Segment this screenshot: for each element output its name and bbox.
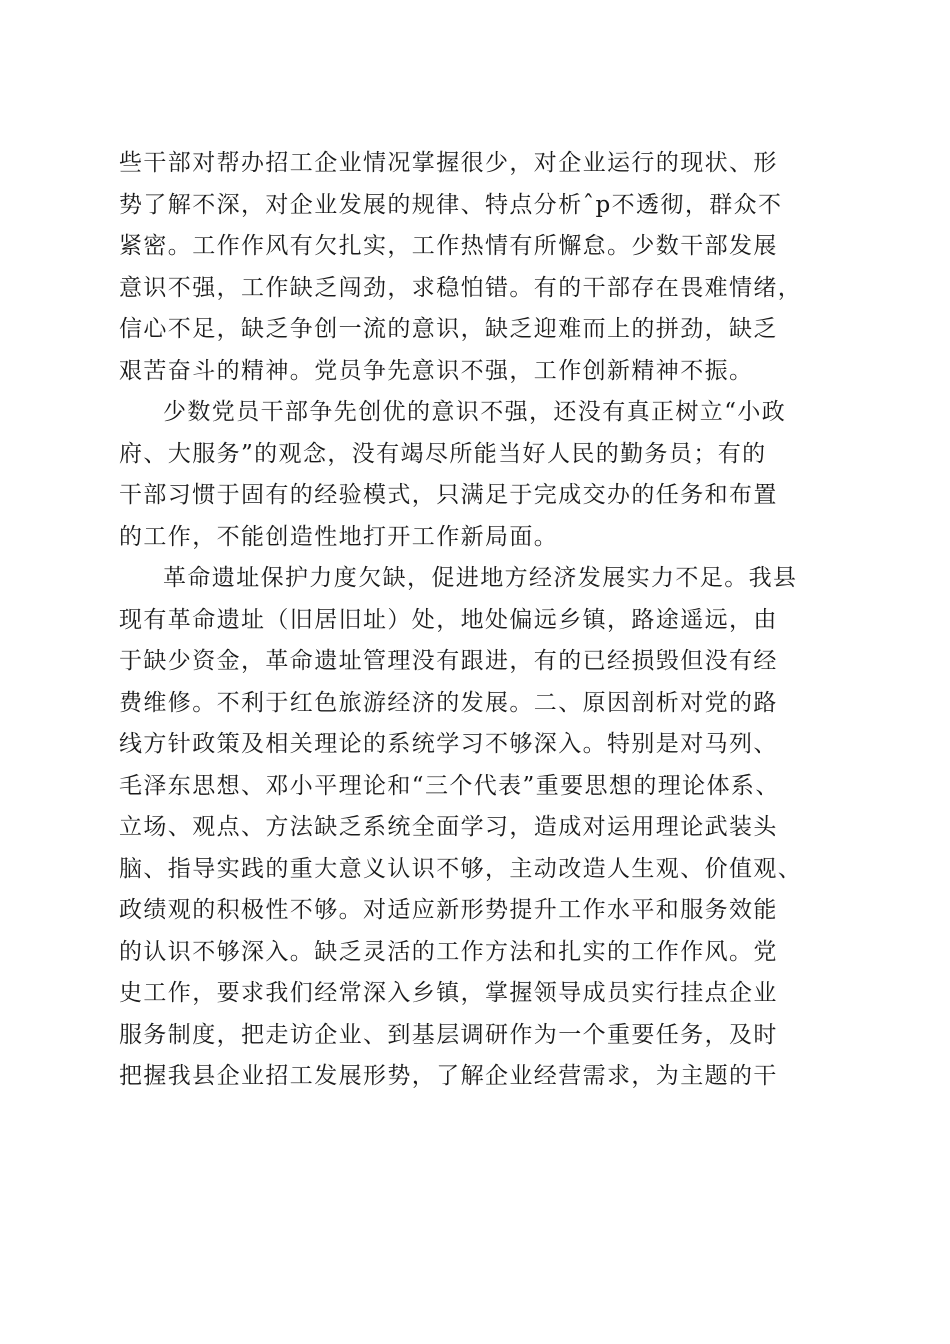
text-line: 费维修。不利于红色旅游经济的发展。二、原因剖析对党的路 — [119, 689, 778, 716]
text-line: 势了解不深，对企业发展的规律、特点分析ˆp不透彻，群众不 — [119, 191, 783, 218]
text-line: 意识不强，工作缺乏闯劲，求稳怕错。有的干部存在畏难情绪， — [119, 274, 803, 301]
text-line: 干部习惯于固有的经验模式，只满足于完成交办的任务和布置 — [119, 482, 778, 508]
text-line: 些干部对帮办招工企业情况掌握很少，对企业运行的现状、形 — [119, 150, 778, 176]
text-line: 于缺少资金，革命遗址管理没有跟进，有的已经损毁但没有经 — [119, 648, 778, 674]
paragraph-start-line: 革命遗址保护力度欠缺，促进地方经济发展实力不足。我县 — [163, 565, 798, 591]
text-line: 服务制度，把走访企业、到基层调研作为一个重要任务，及时 — [119, 1021, 778, 1048]
text-line: 现有革命遗址（旧居旧址）处，地处偏远乡镇，路途遥远，由 — [119, 606, 778, 633]
paragraph-start-line: 少数党员干部争先创优的意识不强，还没有真正树立“小政 — [163, 399, 787, 425]
text-line: 史工作，要求我们经常深入乡镇，掌握领导成员实行挂点企业 — [119, 980, 778, 1006]
text-line: 脑、指导实践的重大意义认识不够，主动改造人生观、价值观、 — [119, 855, 803, 882]
text-line: 的工作，不能创造性地打开工作新局面。 — [119, 523, 559, 550]
text-line: 府、大服务”的观念，没有竭尽所能当好人民的勤务员；有的 — [119, 440, 767, 467]
text-line: 政绩观的积极性不够。对适应新形势提升工作水平和服务效能 — [119, 897, 778, 923]
text-line: 的认识不够深入。缺乏灵活的工作方法和扎实的工作作风。党 — [119, 938, 778, 965]
text-line: 艰苦奋斗的精神。党员争先意识不强，工作创新精神不振。 — [119, 357, 754, 384]
body-text — [119, 143, 844, 1098]
text-line: 把握我县企业招工发展形势，了解企业经营需求，为主题的干 — [119, 1063, 778, 1089]
text-line: 毛泽东思想、邓小平理论和“三个代表”重要思想的理论体系、 — [119, 772, 780, 799]
text-line: 信心不足，缺乏争创一流的意识，缺乏迎难而上的拼劲，缺乏 — [119, 316, 778, 342]
text-line: 紧密。工作作风有欠扎实，工作热情有所懈怠。少数干部发展 — [119, 233, 778, 259]
text-line: 线方针政策及相关理论的系统学习不够深入。特别是对马列、 — [119, 731, 778, 757]
text-line: 立场、观点、方法缺乏系统全面学习，造成对运用理论武装头 — [119, 814, 778, 840]
